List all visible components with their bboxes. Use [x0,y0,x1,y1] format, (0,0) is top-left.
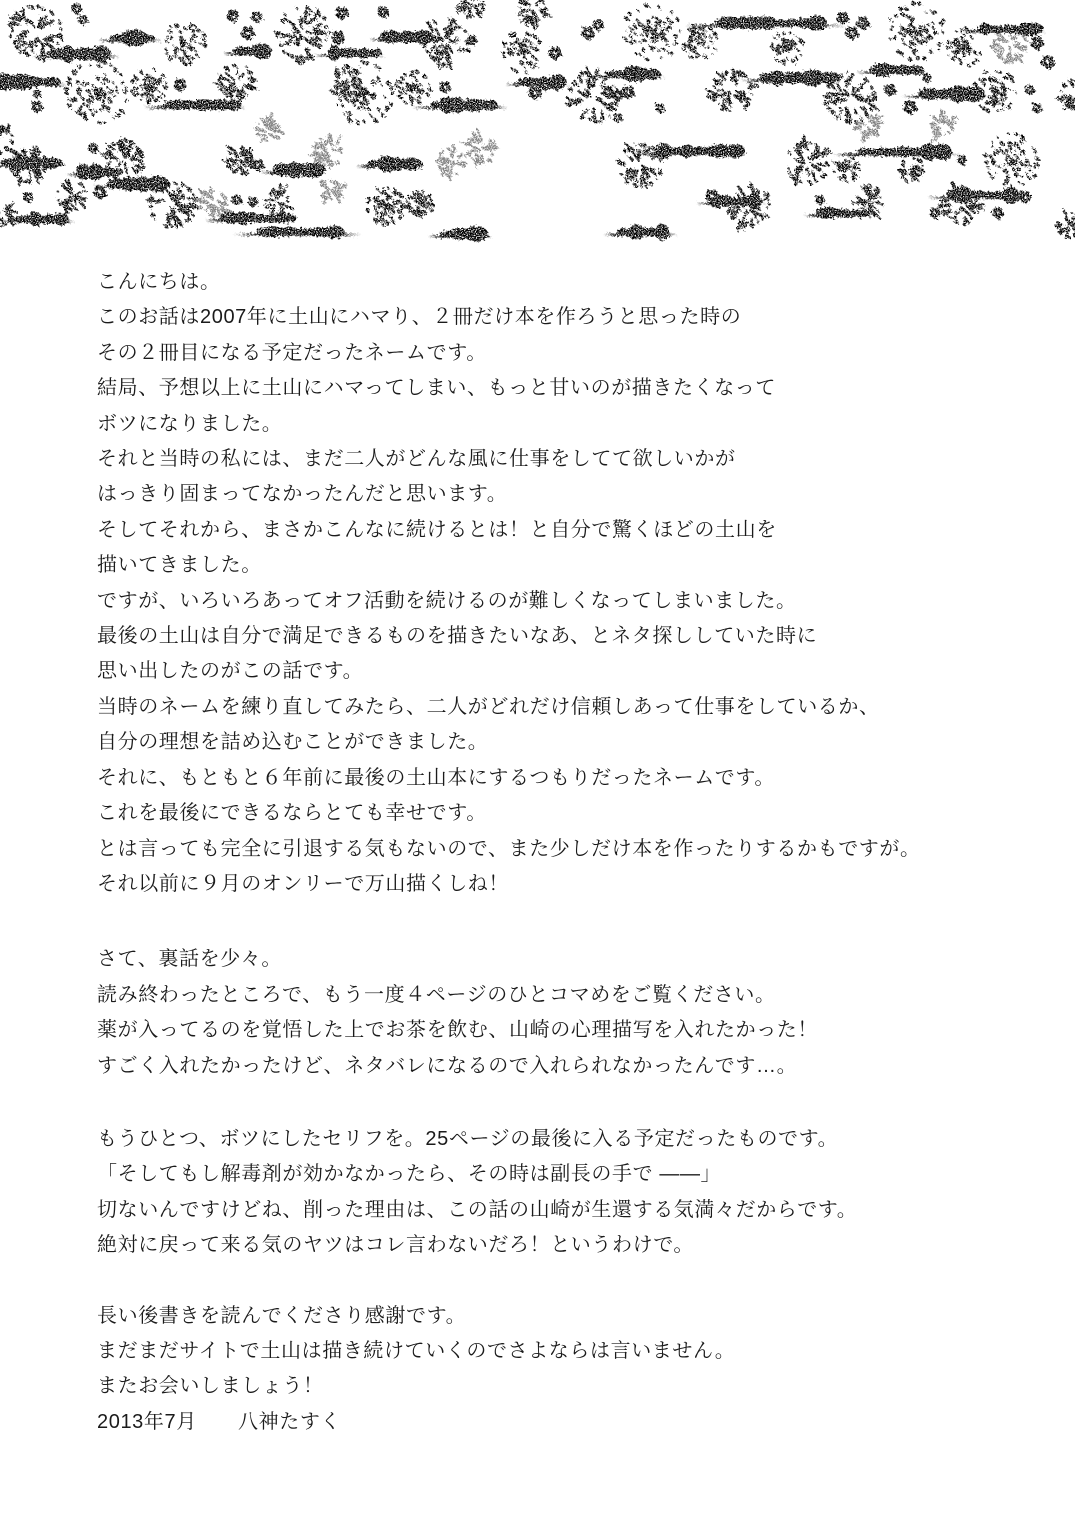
text-line: まだまだサイトで土山は描き続けていくのでさよならは言いません。 [97,1339,736,1362]
text-line: 薬が入ってるのを覚悟した上でお茶を飲む、山崎の心理描写を入れたかった！ [97,1019,818,1042]
text-line: 結局、予想以上に土山にハマってしまい、もっと甘いのが描きたくなって [97,377,776,400]
text-line: そしてそれから、まさかこんなに続けるとは！と自分で驚くほどの土山を [97,518,777,541]
text-line: これを最後にできるならとても幸せです。 [97,802,487,825]
text-line: 絶対に戻って来る気のヤツはコレ言わないだろ！というわけで。 [97,1234,694,1257]
decorative-header-pattern [0,0,1075,248]
afterword-paragraph-3 [97,1122,921,1264]
text-line: もうひとつ、ボツにしたセリフを。25ページの最後に入る予定だったものです。 [97,1127,839,1150]
signature-line: 2013年7月 八神たすく [97,1410,342,1433]
text-line: 思い出したのがこの話です。 [97,660,364,683]
text-line: はっきり固まってなかったんだと思います。 [97,483,508,506]
text-line: それに、もともと６年前に最後の土山本にするつもりだったネームです。 [97,766,775,789]
text-line: 最後の土山は自分で満足できるものを描きたいなあ、とネタ探ししていた時に [97,625,818,648]
afterword-paragraph-4 [97,1299,921,1441]
text-line: 描いてきました。 [97,554,262,577]
text-line: すごく入れたかったけど、ネタバレになるので入れられなかったんです…。 [97,1054,798,1077]
text-line: ボツになりました。 [97,412,283,435]
text-line: 切ないんですけどね、削った理由は、この話の山崎が生還する気満々だからです。 [97,1198,858,1221]
text-line: こんにちは。 [97,271,221,293]
afterword-text [97,265,921,1440]
text-line: とは言っても完全に引退する気もないので、また少しだけ本を作ったりするかもですが。 [97,837,921,860]
quoted-cut-dialogue-line: 「そしてもし解毒剤が効かなかったら、その時は副長の手で ――」 [97,1163,722,1186]
text-line: さて、裏話を少々。 [97,948,282,971]
text-line: その２冊目になる予定だったネームです。 [97,341,487,364]
text-line: またお会いしましょう！ [97,1375,324,1398]
text-line: 読み終わったところで、もう一度４ページのひとコマめをご覧ください。 [97,983,776,1006]
text-line: ですが、いろいろあってオフ活動を続けるのが難しくなってしまいました。 [97,589,797,612]
text-line: 長い後書きを読んでくださり感謝です。 [97,1304,467,1327]
text-line: それ以前に９月のオンリーで万山描くしね！ [97,872,509,895]
text-line: それと当時の私には、まだ二人がどんな風に仕事をしてて欲しいかが [97,448,736,471]
afterword-paragraph-2 [97,942,921,1084]
afterword-paragraph-1 [97,265,921,902]
text-line: 自分の理想を詰め込むことができました。 [97,731,489,754]
text-line: 当時のネームを練り直してみたら、二人がどれだけ信頼しあって仕事をしているか、 [97,695,880,718]
text-line: このお話は2007年に土山にハマり、２冊だけ本を作ろうと思った時の [97,306,742,329]
